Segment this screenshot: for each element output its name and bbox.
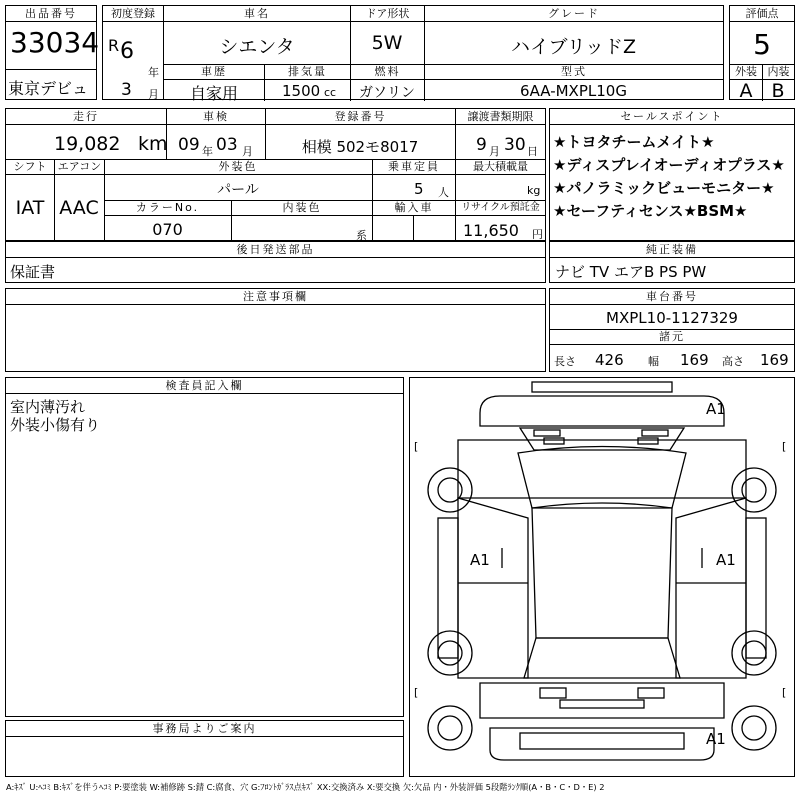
dealer: 東京デビュ bbox=[8, 79, 89, 98]
score: 5 bbox=[753, 28, 771, 61]
capacity: 5 bbox=[414, 180, 424, 198]
history: 自家用 bbox=[189, 84, 238, 103]
reg-year: 6 bbox=[120, 39, 134, 64]
notes-box: 注意事項欄 bbox=[5, 288, 546, 372]
lot-number: 33034 bbox=[10, 26, 100, 59]
inspector-note: 外装小傷有り bbox=[10, 416, 101, 434]
car-name: シエンタ bbox=[219, 36, 295, 58]
sales-point: ★ディスプレイオーディオプラス★ bbox=[553, 156, 785, 174]
damage-mark-left-door: A1 bbox=[470, 551, 490, 569]
ext-grade: A bbox=[739, 80, 753, 102]
grade: ハイブリッドZ bbox=[511, 36, 636, 58]
exterior-color: パール bbox=[217, 182, 259, 198]
later-parts: 保証書 bbox=[10, 263, 56, 281]
sales-point: ★パノラミックビューモニター★ bbox=[553, 179, 775, 197]
inspector-box: 検査員記入欄 室内薄汚れ 外装小傷有り bbox=[5, 377, 404, 717]
spec-grid: 走行 車検 登録番号 譲渡書類期限 19,082 km 09 年 03 月 相模 502モ8017 9 月 30 日 シフト エアコン IAT AAC 外装色 乗車定員 最大積載量 パール 5 人 kg カラーNo. 内装色 輸入車 リサイクル預託金 070 系 11,650 円 bbox=[5, 108, 546, 241]
car-diagram bbox=[410, 378, 794, 776]
equipment: ナビ TV エアB PS PW bbox=[555, 263, 707, 281]
damage-mark-rear-right: A1 bbox=[706, 730, 726, 748]
score-box: 評価点 5 外装 内装 A B bbox=[729, 5, 795, 100]
first-reg-box: 初度登録 R 6 年 3 月 bbox=[102, 5, 164, 100]
transfer-month: 9 bbox=[476, 135, 487, 155]
sales-point: ★トヨタチームメイト★ bbox=[553, 133, 715, 151]
height: 169 bbox=[760, 351, 789, 369]
lot-box bbox=[5, 5, 100, 100]
chassis-box: 車台番号 MXPL10-1127329 諸元 長さ 426 幅 169 高さ 169 bbox=[549, 288, 795, 372]
sales-points-box: セールスポイント ★トヨタチームメイト★ ★ディスプレイオーディオプラス★ ★パノラミックビューモニター★ ★セーフティセンス★BSM★ bbox=[549, 108, 795, 241]
sales-point: ★セーフティセンス★BSM★ bbox=[553, 202, 748, 220]
damage-mark-right-door: A1 bbox=[716, 551, 736, 569]
equipment-box: 純正装備 ナビ TV エアB PS PW bbox=[549, 241, 795, 283]
mileage: 19,082 bbox=[54, 133, 121, 155]
fuel: ガソリン bbox=[359, 85, 415, 101]
door-type: 5W bbox=[371, 32, 403, 54]
inspection-year: 09 bbox=[178, 135, 200, 155]
width: 169 bbox=[680, 351, 709, 369]
inspector-note: 室内薄汚れ bbox=[10, 398, 86, 416]
legend: A:ｷｽﾞ U:ﾍｺﾐ B:ｷｽﾞを伴うﾍｺﾐ P:要塗装 W:補修跡 S:錆 C:腐食、穴 G:ﾌﾛﾝﾄｶﾞﾗｽ点ｷｽﾞ XX:交換済み X:要交換 欠:欠品 内・外装評価 5段階ﾗﾝｸ順(A・B・C・D・E) 2 bbox=[6, 782, 605, 792]
car-diagram-box: A1 A1 A1 A1 [ [ [ [ bbox=[409, 377, 795, 777]
air-conditioner: AAC bbox=[59, 197, 99, 219]
model-code: 6AA-MXPL10G bbox=[520, 82, 627, 100]
color-number: 070 bbox=[152, 220, 183, 239]
first-reg-label: 初度登録 bbox=[103, 6, 163, 22]
transfer-day: 30 bbox=[504, 135, 526, 155]
reg-month: 3 bbox=[121, 80, 132, 100]
shift: IAT bbox=[15, 197, 45, 219]
chassis-number: MXPL10-1127329 bbox=[606, 309, 738, 327]
plate-number: 相模 502モ8017 bbox=[301, 138, 419, 156]
int-grade: B bbox=[771, 80, 785, 102]
inspection-month: 03 bbox=[216, 135, 238, 155]
displacement: 1500 bbox=[282, 82, 321, 100]
era: R bbox=[108, 36, 120, 55]
length: 426 bbox=[595, 351, 624, 369]
recycle-fee: 11,650 bbox=[463, 221, 519, 240]
lot-label: 出品番号 bbox=[6, 6, 96, 22]
office-box: 事務局よりご案内 bbox=[5, 720, 404, 777]
damage-mark-front-right: A1 bbox=[706, 400, 726, 418]
later-parts-box: 後日発送部品 保証書 bbox=[5, 241, 546, 283]
main-header-grid: 車名 ドア形状 グレード シエンタ 5W ハイブリッドZ 車歴 排気量 燃料 型式 自家用 1500 cc ガソリン 6AA-MXPL10G bbox=[163, 5, 724, 100]
